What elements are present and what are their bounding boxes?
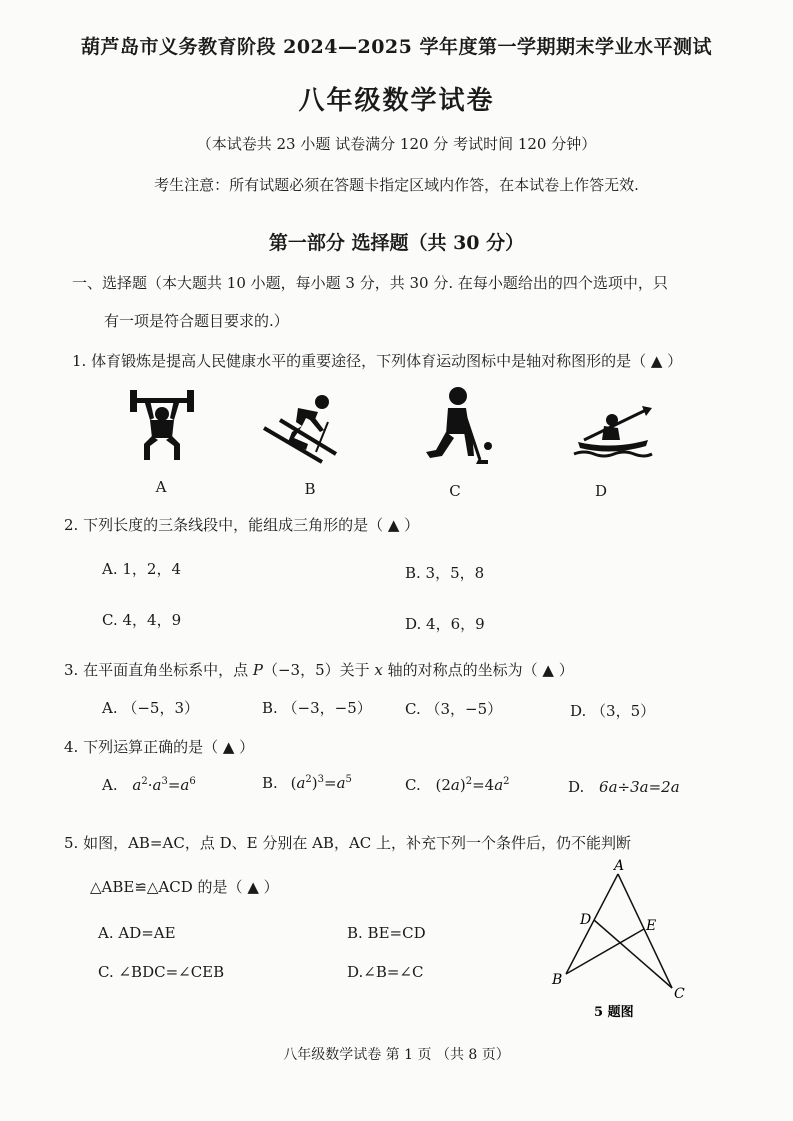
exam-title: 八年级数学试卷 [298, 86, 495, 116]
q4-d-expression: 6a÷3a=2a [599, 778, 680, 796]
q3-axis-name: x [374, 661, 383, 679]
q4-option-c-letter: C. [405, 776, 421, 794]
hockey-icon [420, 386, 496, 466]
point-d-label: D [580, 912, 592, 928]
weightlifting-icon [128, 386, 196, 464]
q5-option-a: A. AD=AE [98, 924, 176, 942]
icon-a-label: A [155, 478, 167, 496]
skiing-icon [262, 392, 342, 464]
q3-option-d: D. （3，5） [570, 702, 656, 720]
point-a-label: A [614, 858, 625, 874]
q4-option-b: B. $(a^2)^3=a^5$ [262, 774, 352, 792]
question-4-stem: 4. 下列运算正确的是（ ▲ ） [64, 738, 255, 756]
segment-dc [594, 920, 672, 988]
q3-stem-prefix: 3. 在平面直角坐标系中，点 [64, 661, 253, 679]
q4-option-d-letter: D. [568, 778, 585, 796]
segment-ac [618, 874, 672, 988]
q4-c-rhs-coef: 4 [484, 776, 495, 794]
point-b-label: B [552, 972, 563, 988]
point-c-label: C [674, 986, 685, 1002]
q3-option-b: B. （−3，−5） [262, 699, 372, 717]
question-5-line1: 5. 如图，AB=AC，点 D、E 分别在 AB，AC 上，补充下列一个条件后，仍不能判断 [64, 834, 632, 852]
q2-option-d: D. 4，6，9 [405, 615, 485, 633]
exam-info: （本试卷共 23 小题 试卷满分 120 分 考试时间 120 分钟） [196, 135, 597, 153]
q4-b-exp1: 2 [305, 774, 312, 785]
q4-option-d [568, 778, 680, 796]
question-3-stem [64, 659, 574, 680]
q4-option-b-letter: B. [262, 774, 278, 792]
q3-point-name: P [252, 661, 263, 679]
page-footer: 八年级数学试卷 第 1 页 （共 8 页） [283, 1047, 510, 1063]
q5-option-d: D.∠B=∠C [347, 963, 424, 981]
q5-option-c: C. ∠BDC=∠CEB [98, 963, 225, 981]
q4-c-exp2: 2 [503, 776, 510, 787]
q4-a-exp2: 3 [161, 776, 168, 787]
q4-a-exp1: 2 [141, 776, 148, 787]
q4-option-a: A. $a^2\cdot a^3=a^6$ [102, 776, 196, 794]
question-1-stem: 1. 体育锻炼是提高人民健康水平的重要途径，下列体育运动图标中是轴对称图形的是（ ▲ ） [72, 352, 683, 370]
q3-stem-middle: （−3，5）关于 [262, 661, 375, 679]
icon-d-label: D [594, 482, 608, 500]
instructions-line2: 有一项是符合题目要求的.） [104, 312, 289, 330]
q3-option-a: A. （−5，3） [102, 699, 200, 717]
question-5-line2: △ABE≌△ACD 的是（ ▲ ） [90, 878, 279, 896]
q4-c-coef: 2 [441, 776, 451, 794]
q4-a-exp3: 6 [189, 776, 196, 787]
q2-option-c: C. 4，4，9 [102, 611, 182, 629]
q4-b-exp3: 5 [345, 774, 352, 785]
q4-option-a-letter: A. [102, 776, 118, 794]
question-2-stem: 2. 下列长度的三条线段中，能组成三角形的是（ ▲ ） [64, 516, 420, 534]
figure-caption: 5 题图 [594, 1005, 634, 1020]
instructions-line1: 一、选择题（本大题共 10 小题，每小题 3 分，共 30 分. 在每小题给出的四个选项中，只 [72, 274, 668, 292]
q5-option-b: B. BE=CD [347, 924, 426, 942]
q3-stem-suffix: 轴的对称点的坐标为（ ▲ ） [382, 661, 574, 679]
q4-c-exp1: 2 [465, 776, 473, 787]
icon-b-label: B [304, 480, 316, 498]
q2-option-b: B. 3，5，8 [405, 564, 485, 582]
exam-title-line1: 葫芦岛市义务教育阶段 2024—2025 学年度第一学期期末学业水平测试 [81, 36, 712, 58]
section-title: 第一部分 选择题（共 30 分） [268, 232, 525, 254]
q2-option-a: A. 1，2，4 [102, 560, 181, 578]
q3-option-c: C. （3，−5） [405, 700, 503, 718]
icon-c-label: C [449, 482, 461, 500]
exam-notice: 考生注意：所有试题必须在答题卡指定区域内作答，在本试卷上作答无效. [154, 176, 639, 194]
triangle-figure [548, 856, 698, 1026]
q4-b-exp2: 3 [317, 774, 324, 785]
point-e-label: E [646, 918, 657, 934]
canoeing-icon [572, 406, 654, 462]
q4-option-c: C. $(2a)^2=4a^2$ [405, 776, 510, 794]
